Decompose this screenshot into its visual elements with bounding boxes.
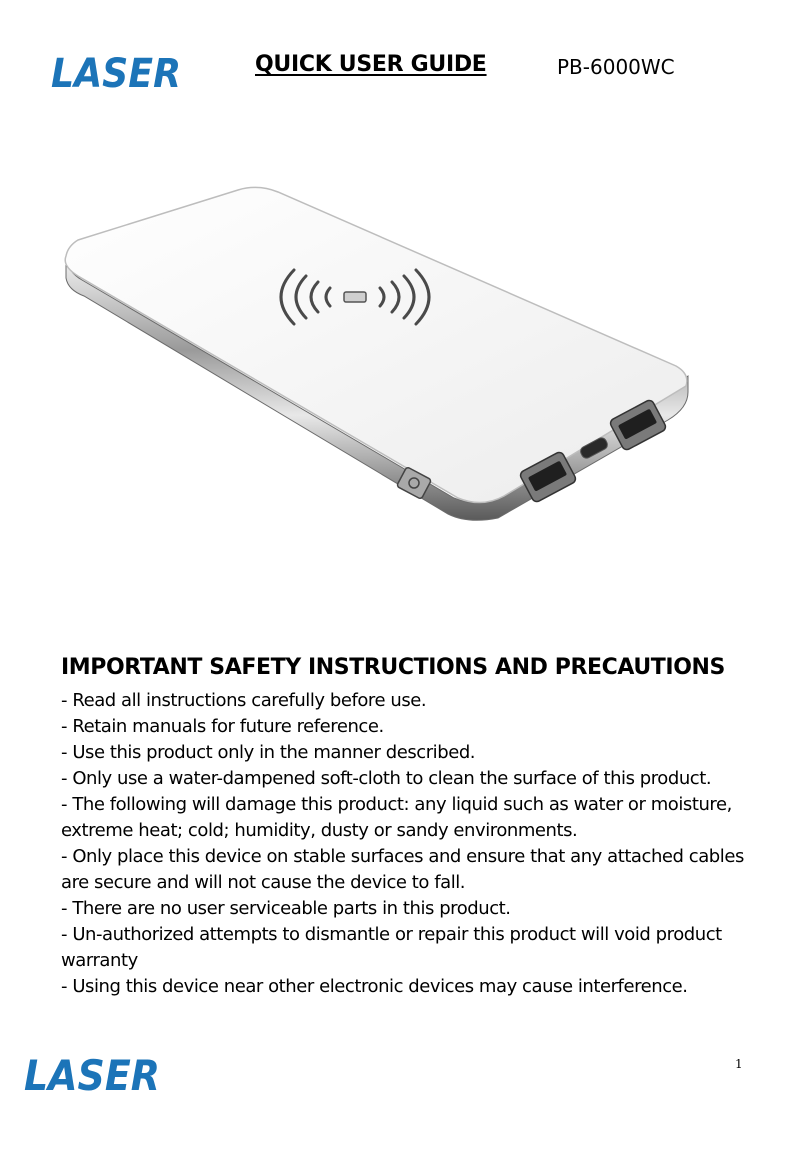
page-title: QUICK USER GUIDE (255, 52, 487, 77)
list-item: - There are no user serviceable parts in this product. (61, 898, 511, 919)
model-number: PB-6000WC (557, 55, 675, 79)
list-item: - Only use a water-dampened soft-cloth to clean the surface of this product. (61, 768, 712, 789)
list-item: - Retain manuals for future reference. (61, 716, 384, 737)
list-item: - Using this device near other electronic devices may cause interference. (61, 976, 688, 997)
page-number: 1 (735, 1057, 743, 1071)
list-item: - The following will damage this product: any liquid such as water or moisture, extreme heat; cold; humidity, dusty or sandy environments. (61, 794, 732, 841)
footer-logo-text: LASER (24, 1051, 160, 1100)
list-item: - Read all instructions carefully before use. (61, 690, 427, 711)
safety-list (61, 688, 761, 1000)
laser-logo-text: LASER (51, 51, 181, 97)
list-item: - Only place this device on stable surfaces and ensure that any attached cables are secure and will not cause the device to fall. (61, 846, 744, 893)
laser-logo (47, 40, 187, 100)
safety-heading: IMPORTANT SAFETY INSTRUCTIONS AND PRECAUTIONS (61, 655, 725, 680)
safety-section (61, 655, 761, 1000)
list-item: - Use this product only in the manner described. (61, 742, 476, 763)
footer-laser-logo (20, 1040, 170, 1100)
product-image (58, 180, 698, 530)
list-item: - Un-authorized attempts to dismantle or repair this product will void product warranty (61, 924, 722, 971)
